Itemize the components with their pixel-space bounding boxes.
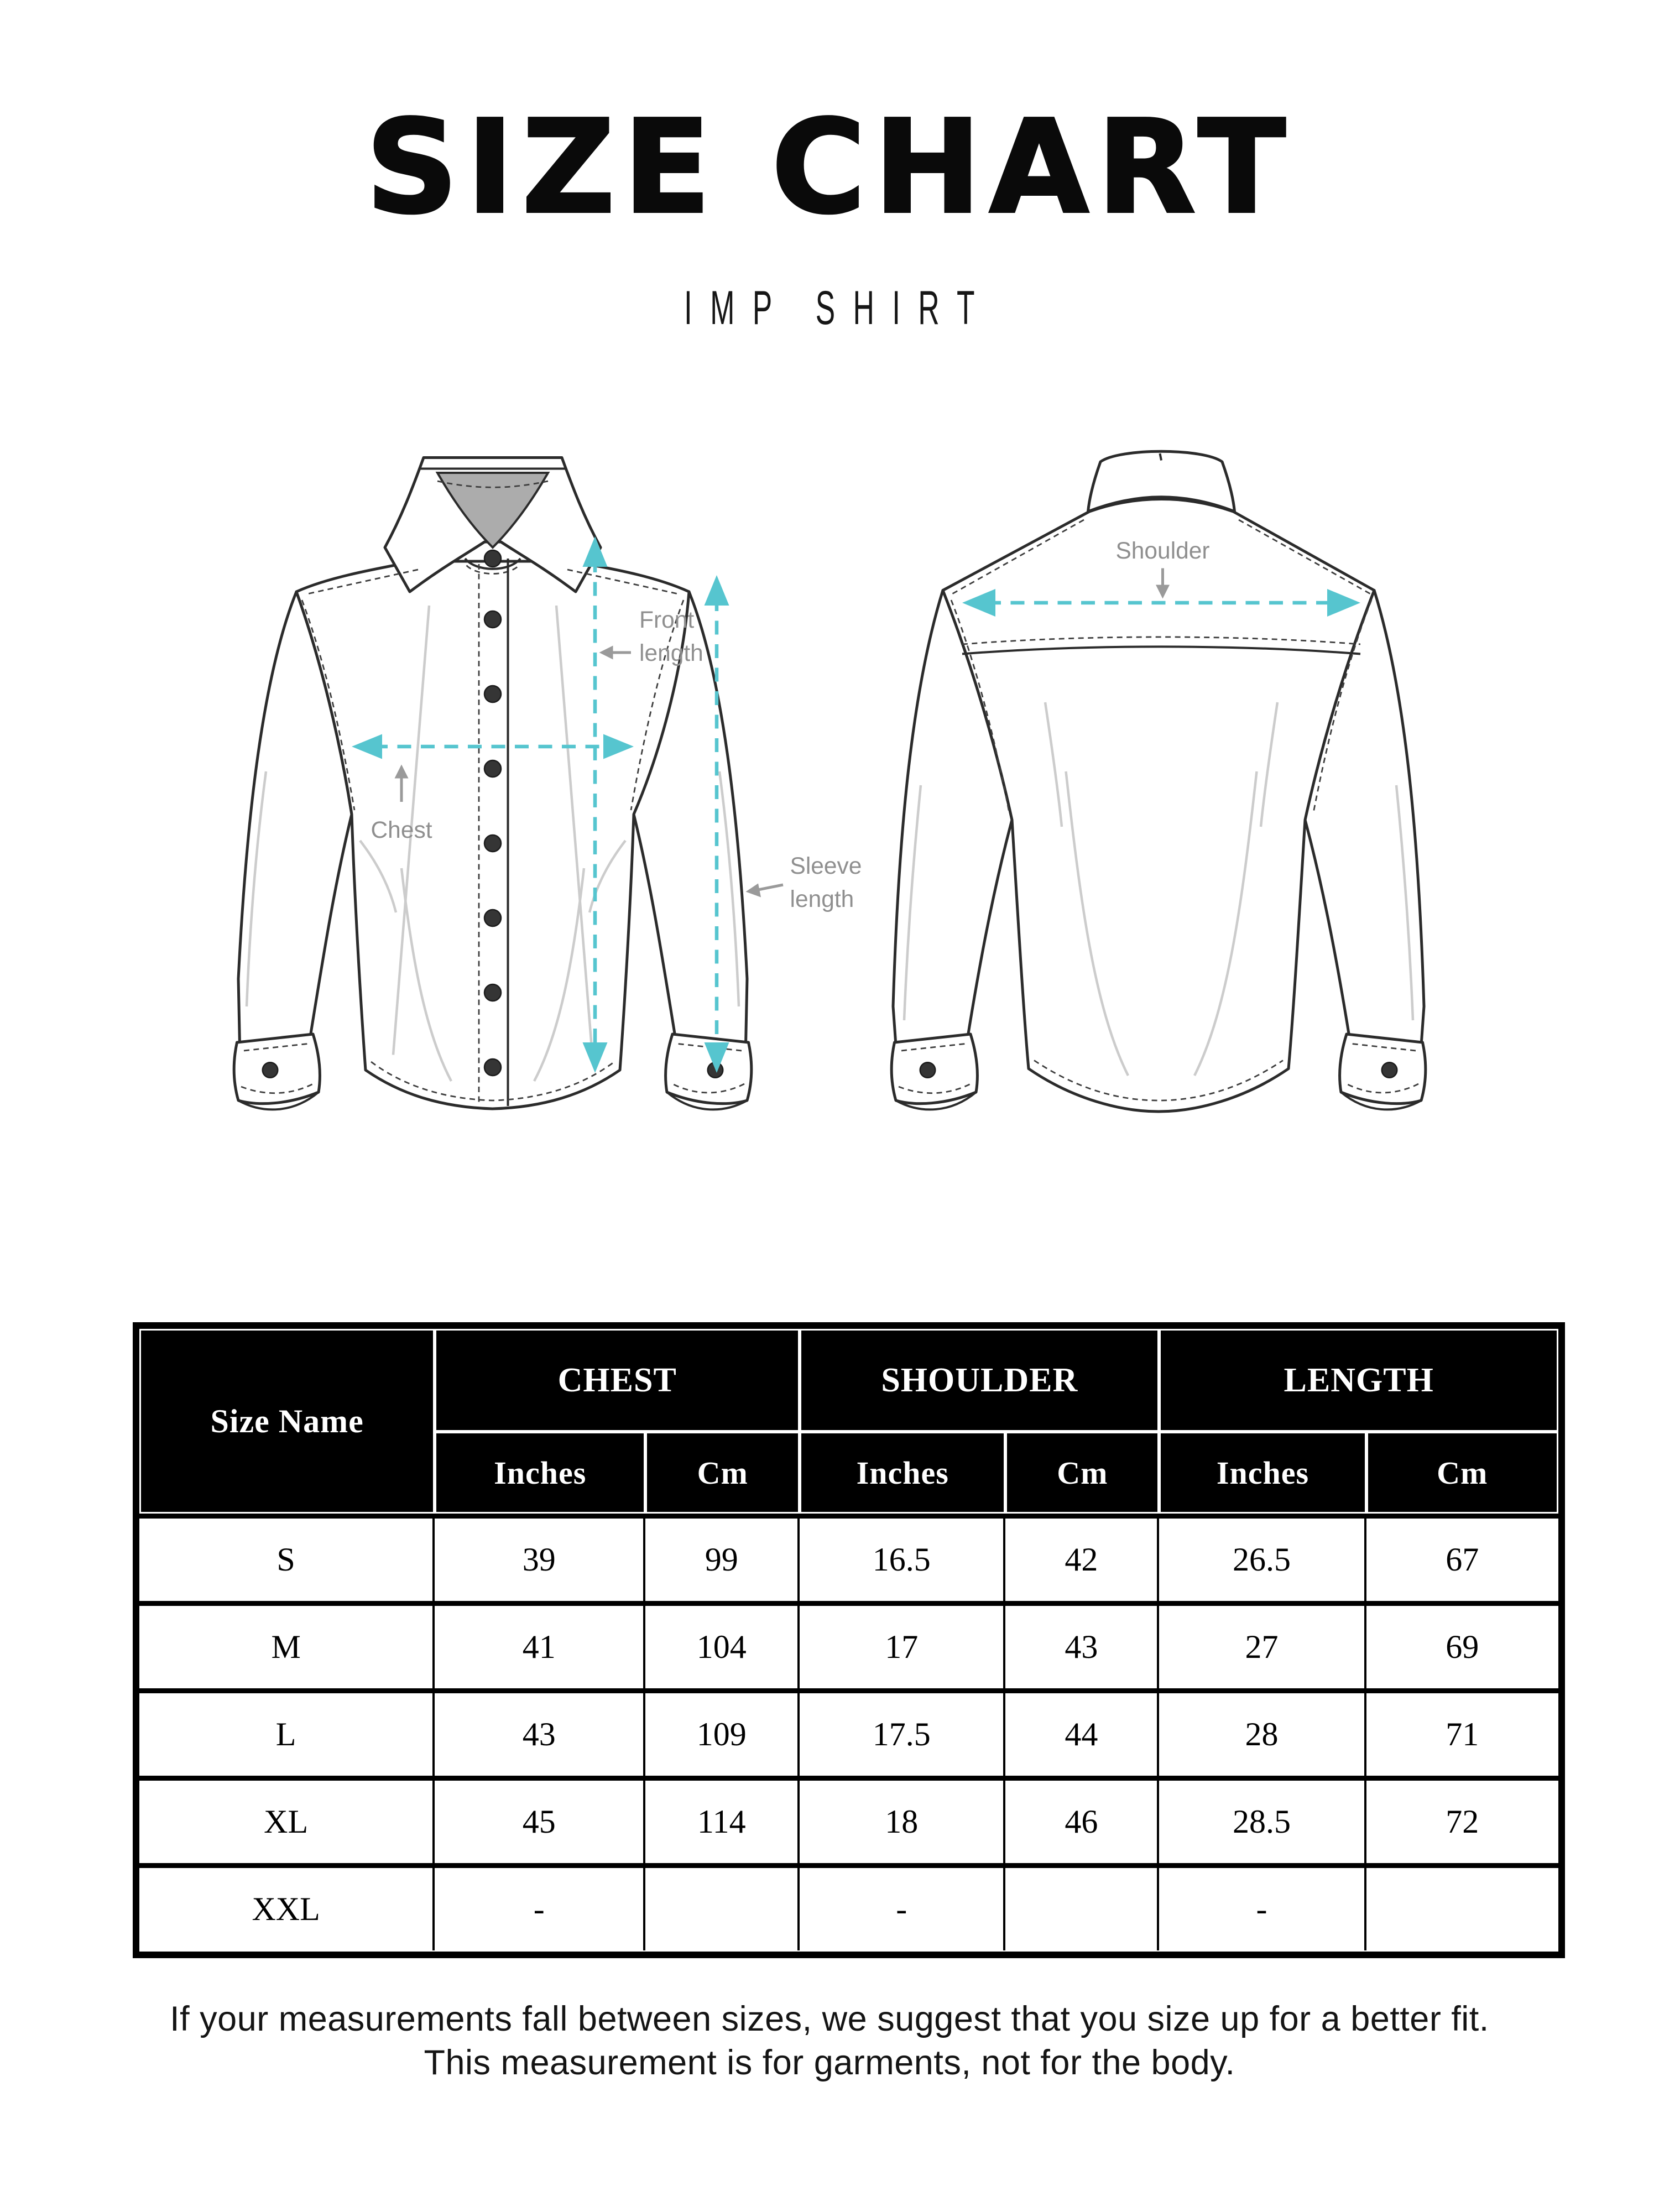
- value-cell: 26.5: [1159, 1514, 1366, 1601]
- header-length: LENGTH: [1159, 1329, 1558, 1432]
- value-cell: 44: [1005, 1688, 1159, 1776]
- value-cell: 17.5: [800, 1688, 1005, 1776]
- value-cell: -: [435, 1863, 645, 1950]
- value-cell: 45: [435, 1776, 645, 1863]
- front-shirt-drawing: [194, 426, 913, 1194]
- size-chart-table: [133, 1322, 1565, 1958]
- value-cell: -: [1159, 1863, 1366, 1950]
- value-cell: 46: [1005, 1776, 1159, 1863]
- svg-text:length: length: [790, 886, 854, 912]
- value-cell: 104: [645, 1601, 800, 1688]
- unit-header-shoulder-inches: Inches: [800, 1432, 1005, 1514]
- value-cell: 39: [435, 1514, 645, 1601]
- size-cell: L: [139, 1688, 435, 1776]
- header-size-name: Size Name: [139, 1329, 435, 1514]
- header-chest: CHEST: [435, 1329, 800, 1432]
- size-cell: S: [139, 1514, 435, 1601]
- value-cell: 67: [1366, 1514, 1558, 1601]
- value-cell: [1366, 1863, 1558, 1950]
- value-cell: 16.5: [800, 1514, 1005, 1601]
- value-cell: 72: [1366, 1776, 1558, 1863]
- value-cell: [1005, 1863, 1159, 1950]
- back-shirt-drawing: [865, 426, 1446, 1194]
- svg-text:Sleeve: Sleeve: [790, 853, 862, 879]
- subtitle-text: IMP SHIRT: [684, 281, 993, 335]
- fit-note-line2: This measurement is for garments, not for the body.: [424, 2043, 1235, 2082]
- value-cell: 18: [800, 1776, 1005, 1863]
- shirt-diagram-section: [0, 426, 1659, 1255]
- value-cell: -: [800, 1863, 1005, 1950]
- size-cell: XL: [139, 1776, 435, 1863]
- unit-header-chest-inches: Inches: [435, 1432, 645, 1514]
- value-cell: 41: [435, 1601, 645, 1688]
- svg-text:Shoulder: Shoulder: [1115, 538, 1210, 564]
- sleeve-length-label: [746, 853, 862, 912]
- svg-text:length: length: [639, 640, 703, 666]
- unit-header-length-inches: Inches: [1159, 1432, 1366, 1514]
- size-cell: XXL: [139, 1863, 435, 1950]
- value-cell: 114: [645, 1776, 800, 1863]
- value-cell: 109: [645, 1688, 800, 1776]
- value-cell: 42: [1005, 1514, 1159, 1601]
- value-cell: 43: [1005, 1601, 1159, 1688]
- value-cell: 28: [1159, 1688, 1366, 1776]
- value-cell: 71: [1366, 1688, 1558, 1776]
- svg-text:Front: Front: [639, 607, 695, 633]
- value-cell: 69: [1366, 1601, 1558, 1688]
- fit-note: [0, 1997, 1659, 2085]
- svg-text:Chest: Chest: [371, 817, 432, 843]
- value-cell: 28.5: [1159, 1776, 1366, 1863]
- fit-note-line1: If your measurements fall between sizes, we suggest that you size up for a better fit.: [170, 2000, 1489, 2038]
- value-cell: 27: [1159, 1601, 1366, 1688]
- value-cell: 99: [645, 1514, 800, 1601]
- size-cell: M: [139, 1601, 435, 1688]
- value-cell: 43: [435, 1688, 645, 1776]
- page-subtitle: [0, 281, 1659, 336]
- value-cell: 17: [800, 1601, 1005, 1688]
- header-shoulder: SHOULDER: [800, 1329, 1159, 1432]
- unit-header-shoulder-cm: Cm: [1005, 1432, 1159, 1514]
- value-cell: [645, 1863, 800, 1950]
- page-title: SIZE CHART: [366, 92, 1293, 242]
- unit-header-length-cm: Cm: [1366, 1432, 1558, 1514]
- unit-header-chest-cm: Cm: [645, 1432, 800, 1514]
